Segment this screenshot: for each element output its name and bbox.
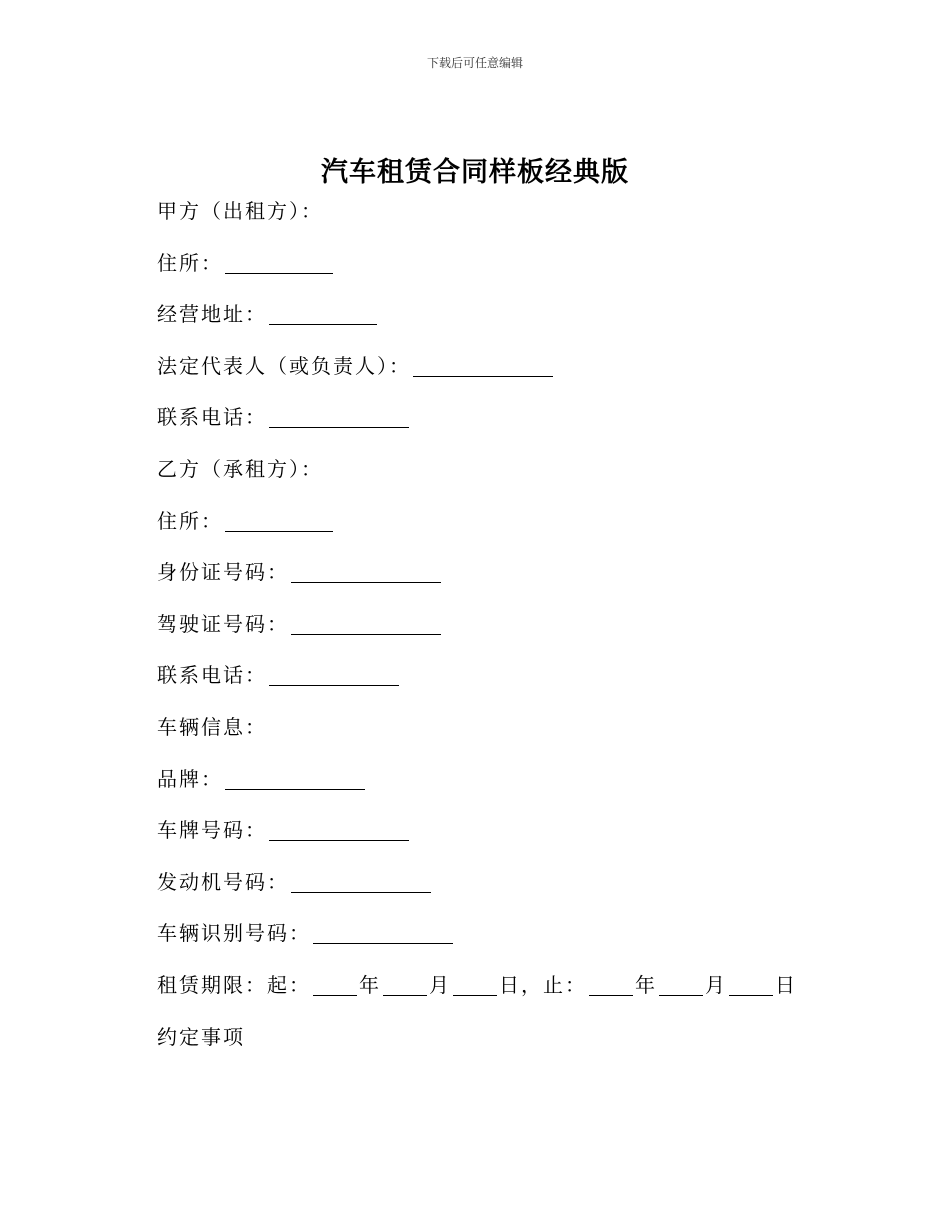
start-month-unit: 月 (429, 972, 451, 997)
vehicle-engine-label: 发动机号码： (157, 869, 289, 894)
party-a-legal-rep-row (157, 351, 857, 403)
vehicle-plate-label: 车牌号码： (157, 818, 267, 843)
party-a-phone-row (157, 402, 857, 454)
vehicle-brand-row (157, 764, 857, 816)
vehicle-vin-label: 车辆识别号码： (157, 921, 311, 946)
party-b-address-label: 住所： (157, 508, 223, 533)
start-day-unit: 日 (499, 972, 521, 997)
party-a-legal-rep-label: 法定代表人（或负责人）： (157, 353, 411, 378)
lease-term-end-label: ，止： (521, 972, 587, 997)
party-a-legal-rep-blank[interactable] (413, 354, 553, 377)
party-b-phone-blank[interactable] (269, 663, 399, 686)
start-year-blank[interactable] (313, 973, 357, 996)
end-year-unit: 年 (635, 972, 657, 997)
party-b-phone-row (157, 660, 857, 712)
party-a-address-blank[interactable] (225, 251, 333, 274)
party-b-id-label: 身份证号码： (157, 560, 289, 585)
vehicle-vin-blank[interactable] (313, 921, 453, 944)
party-a-heading: 甲方（出租方）： (157, 199, 323, 223)
party-a-address-label: 住所： (157, 250, 223, 275)
party-a-phone-blank[interactable] (269, 405, 409, 428)
start-year-unit: 年 (359, 972, 381, 997)
party-b-license-blank[interactable] (291, 612, 441, 635)
party-a-business-address-row (157, 299, 857, 351)
party-b-address-blank[interactable] (225, 509, 333, 532)
page-header: 下载后可任意编辑 (426, 56, 523, 70)
vehicle-brand-label: 品牌： (157, 766, 223, 791)
contract-body (157, 196, 857, 1073)
party-b-id-row (157, 557, 857, 609)
terms-heading: 约定事项 (157, 1024, 245, 1049)
party-b-license-row (157, 609, 857, 661)
end-day-unit: 日 (775, 972, 797, 997)
party-b-address-row (157, 506, 857, 558)
vehicle-plate-row (157, 815, 857, 867)
party-a-business-address-blank[interactable] (269, 302, 377, 325)
vehicle-heading: 车辆信息： (157, 714, 267, 739)
party-a-phone-label: 联系电话： (157, 405, 267, 430)
start-day-blank[interactable] (453, 973, 497, 996)
vehicle-plate-blank[interactable] (269, 818, 409, 841)
end-day-blank[interactable] (729, 973, 773, 996)
lease-term-label: 租赁期限：起： (157, 972, 311, 997)
party-b-license-label: 驾驶证号码： (157, 611, 289, 636)
vehicle-engine-row (157, 867, 857, 919)
end-month-blank[interactable] (659, 973, 703, 996)
end-month-unit: 月 (705, 972, 727, 997)
lease-term-row (157, 970, 857, 1022)
end-year-blank[interactable] (589, 973, 633, 996)
start-month-blank[interactable] (383, 973, 427, 996)
party-b-id-blank[interactable] (291, 560, 441, 583)
party-a-business-address-label: 经营地址： (157, 302, 267, 327)
vehicle-brand-blank[interactable] (225, 767, 365, 790)
vehicle-engine-blank[interactable] (291, 870, 431, 893)
party-b-heading: 乙方（承租方）： (157, 456, 323, 481)
document-title: 汽车租赁合同样板经典版 (321, 157, 629, 188)
party-a-address-row (157, 248, 857, 300)
party-b-phone-label: 联系电话： (157, 663, 267, 688)
vehicle-vin-row (157, 918, 857, 970)
